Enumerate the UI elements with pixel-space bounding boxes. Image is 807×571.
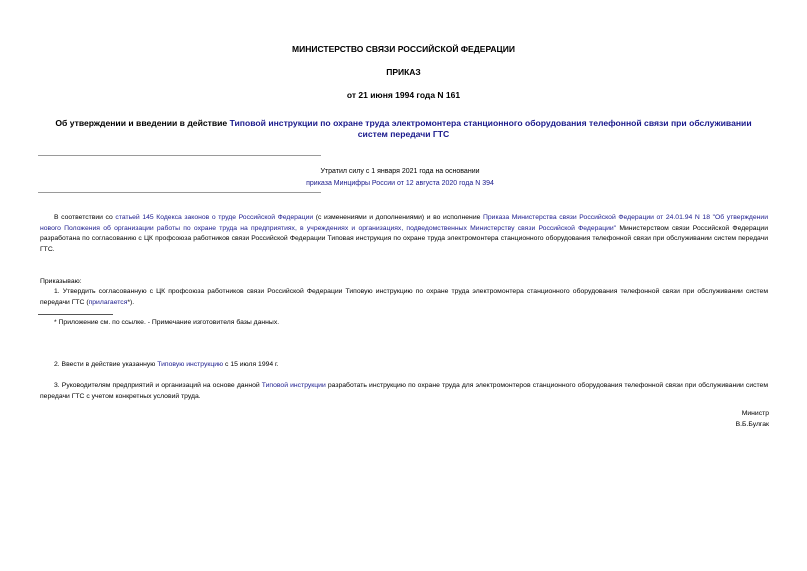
preamble-text-2: (с изменениями и дополнениями) и во исполнение (313, 214, 483, 221)
lost-force-link[interactable]: приказа Минцифры России от 12 августа 2020 года N 394 (306, 179, 494, 187)
preamble-paragraph (40, 213, 768, 255)
ministry-heading: МИНИСТЕРСТВО СВЯЗИ РОССИЙСКОЙ ФЕДЕРАЦИИ (292, 44, 515, 54)
order-item-2 (40, 360, 768, 371)
divider-bottom (38, 192, 321, 193)
item2-text-2: с 15 июля 1994 г. (223, 361, 279, 368)
divider-top (38, 155, 321, 156)
document-date: от 21 июня 1994 года N 161 (346, 90, 461, 100)
order-word: Приказываю: (40, 278, 82, 285)
title-instruction-link[interactable]: Типовой инструкции по охране труда электромонтера станционного оборудования телефонной связи при обслуживании систем передачи ГТС (229, 118, 752, 140)
signature-position: Министр (741, 410, 769, 417)
item3-text-1: 3. Руководителям предприятий и организаций на основе данной (54, 382, 262, 389)
title-prefix: Об утверждении и введении в действие (55, 118, 230, 128)
item1-text-2: *). (127, 298, 135, 306)
attachment-link[interactable]: прилагается (88, 298, 128, 306)
item1-text-1: 1. Утвердить согласованную с ЦК профсоюза работников связи Российской Федерации Типовую инструкцию по охране труда электромонтера станционного оборудования телефонной связи при обслуживании систем передачи ГТС ( (40, 288, 768, 306)
order-item-3 (40, 381, 768, 402)
footnote: * Приложение см. по ссылке. - Примечание изготовителя базы данных. (54, 319, 280, 326)
document-type-heading: ПРИКАЗ (386, 67, 421, 77)
instruction-link-item3[interactable]: Типовой инструкции (261, 382, 326, 389)
preamble-text-3: Министерством связи Российской Федерации разработана по согласованию с ЦК профсоюза работников связи Российской Федерации Типовая инструкция по охране труда электромонтера станционного оборудования телефонной связи при обслуживании систем передачи ГТС. (40, 224, 769, 253)
item2-text-1: 2. Ввести в действие указанную (54, 361, 158, 368)
document-title (40, 118, 767, 140)
labor-code-link[interactable]: статьей 145 Кодекса законов о труде Российской Федерации (115, 214, 314, 221)
item3-text-2: разработать инструкцию по охране труда для электромонтеров станционного оборудования телефонной связи при обслуживании систем передачи ГТС с учетом конкретных условий труда. (40, 382, 769, 400)
footnote-divider (38, 314, 113, 315)
lost-force-notice (200, 166, 600, 189)
lost-force-text: Утратил силу с 1 января 2021 года на основании (320, 168, 480, 175)
ministry-order-link[interactable]: Приказа Министерства связи Российской Федерации от 24.01.94 N 18 "Об утверждении нового Положения об организации работы по охране труда на предприятиях, в учреждениях и организациях, подведомственных Министерству связи Российской Федерации" (40, 214, 768, 232)
signature-name: В.Б.Булгак (735, 420, 769, 428)
preamble-text-1: В соответствии со (54, 214, 116, 221)
instruction-link-item2[interactable]: Типовую инструкцию (157, 361, 224, 368)
order-item-1 (40, 287, 768, 308)
signature-block (736, 409, 769, 431)
